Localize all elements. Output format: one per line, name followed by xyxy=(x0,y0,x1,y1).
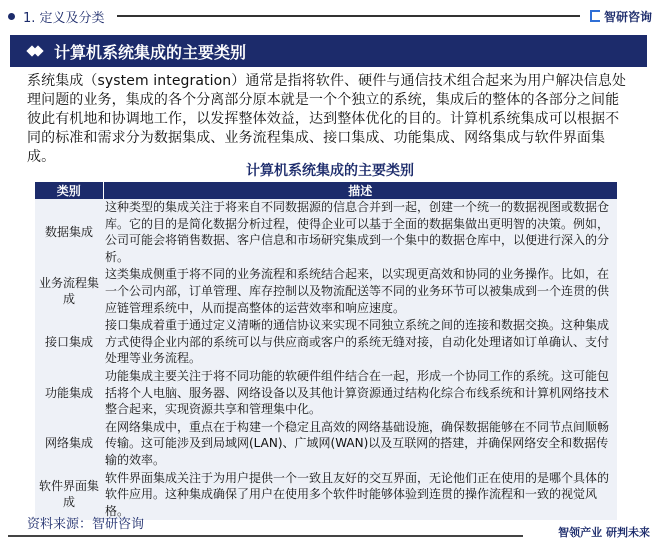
category-cell: 数据集成 xyxy=(35,199,103,266)
description-cell: 功能集成主要关注于将不同功能的软硬件组件结合在一起，形成一个协同工作的系统。这可能包括将个人电脑、服务器、网络设备以及其他计算资源通过结构化综合布线系统和计算机网络技术整合起来，实现资源共享和管理集中化。 xyxy=(103,368,617,419)
description-cell: 接口集成着重于通过定义清晰的通信协议来实现不同独立系统之间的连接和数据交换。这种集成方式使得企业内部的系统可以与供应商或客户的系统无缝对接，自动化处理诸如订单确认、支付处理等业务流程。 xyxy=(103,317,617,368)
table-title: 计算机系统集成的主要类别 xyxy=(246,163,414,179)
category-cell: 功能集成 xyxy=(35,368,103,419)
category-cell: 网络集成 xyxy=(35,419,103,470)
header-description: 描述 xyxy=(103,182,617,199)
description-cell: 在网络集成中，重点在于构建一个稳定且高效的网络基础设施，确保数据能够在不同节点间顺畅传输。这可能涉及到局域网(LAN)、广域网(WAN)以及互联网的搭建，并确保网络安全和数据传输的效率。 xyxy=(103,419,617,470)
description-cell: 这种类型的集成关注于将来自不同数据源的信息合并到一起，创建一个统一的数据视图或数据仓库。它的目的是简化数据分析过程，使得企业可以基于全面的数据集做出更明智的决策。例如，公司可能会将销售数据、客户信息和市场研究集成到一个集中的数据仓库中，以便进行深入的分析。 xyxy=(103,199,617,266)
category-cell: 接口集成 xyxy=(35,317,103,368)
divider xyxy=(117,15,580,17)
category-cell: 业务流程集成 xyxy=(35,266,103,317)
source-note: 资料来源：智研咨询 xyxy=(27,517,145,532)
footer-slogan: 智领产业 研判未来 xyxy=(558,526,650,539)
brand-name: 智研咨询 xyxy=(603,9,652,24)
table-row xyxy=(35,419,617,470)
categories-table xyxy=(35,182,617,520)
logo-icon xyxy=(590,10,600,22)
brand-logo xyxy=(590,8,652,25)
description-cell: 这类集成侧重于将不同的业务流程和系统结合起来，以实现更高效和协同的业务操作。比如，在一个公司内部，订单管理、库存控制以及物流配送等不同的业务环节可以被集成到一个连贯的供应链管理系统中，从而提高整体的运营效率和响应速度。 xyxy=(103,266,617,317)
header-category: 类别 xyxy=(35,182,103,199)
table-row xyxy=(35,317,617,368)
table-row xyxy=(35,266,617,317)
section-header xyxy=(8,6,652,26)
table-row xyxy=(35,199,617,266)
table-row xyxy=(35,368,617,419)
banner-title: 计算机系统集成的主要类别 xyxy=(54,42,247,62)
bullet-icon xyxy=(8,13,15,20)
category-cell: 软件界面集成 xyxy=(35,470,103,521)
section-title: 1. 定义及分类 xyxy=(23,10,105,26)
footer-divider xyxy=(8,535,523,537)
description-cell: 软件界面集成关注于为用户提供一个一致且友好的交互界面，无论他们正在使用的是哪个具体的软件应用。这种集成确保了用户在使用多个软件时能够体验到连贯的操作流程和一致的视觉风格。 xyxy=(103,470,617,521)
diamond-icon xyxy=(28,45,44,57)
title-banner xyxy=(10,35,647,67)
intro-paragraph: 系统集成（system integration）通常是指将软件、硬件与通信技术组合起来为用户解决信息处理问题的业务，集成的各个分离部分原本就是一个个独立的系统，集成后的整体的各部分之间能彼此有机地和协调地工作，以发挥整体效益，达到整体优化的目的。计算机系统集成可以根据不同的标准和需求分为数据集成、业务流程集成、接口集成、功能集成、网络集成与软件界面集成。 xyxy=(27,73,627,165)
